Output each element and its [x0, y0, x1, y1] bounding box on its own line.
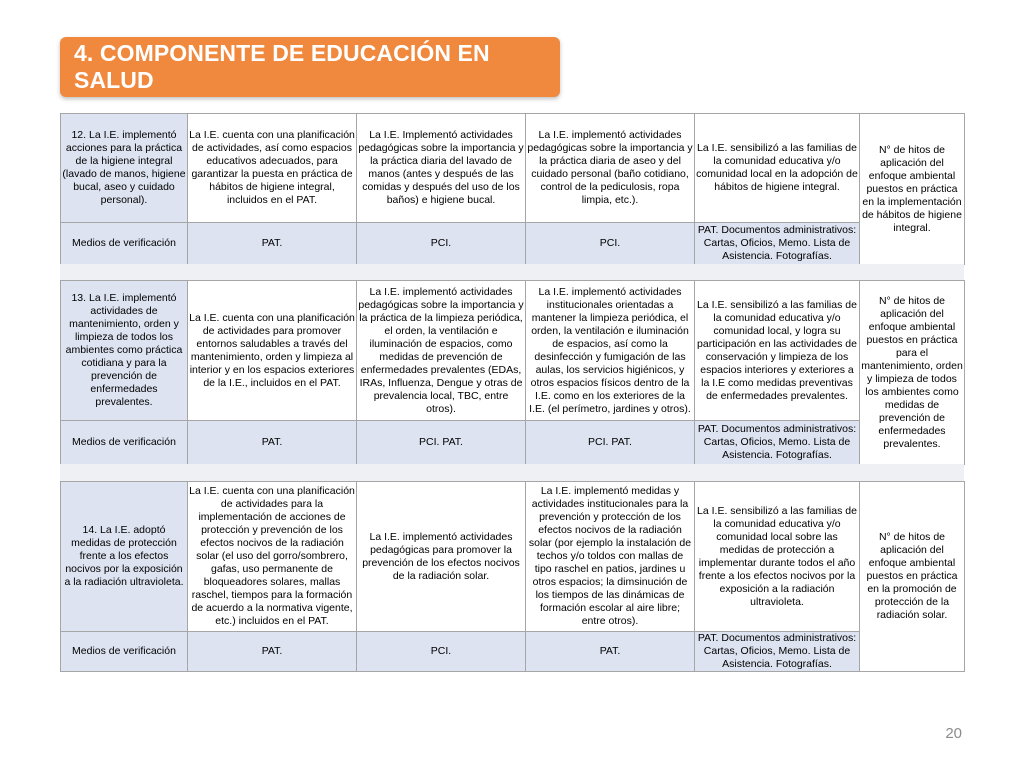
- criterion-table-13: [60, 280, 965, 465]
- verification-cell-3: PCI.: [526, 223, 695, 265]
- verification-label: Medios de verificación: [61, 632, 188, 672]
- page-number: 20: [945, 725, 962, 742]
- indicator-cell: N° de hitos de aplicación del enfoque ambiental puestos en práctica para el mantenimiento, orden y limpieza de todos los ambientes como medidas de prevención de enfermedades prevalentes.: [860, 281, 965, 465]
- criterion-cell: 13. La I.E. implementó actividades de mantenimiento, orden y limpieza de todos los ambientes como práctica cotidiana y para la prevención de enfermedades prevalentes.: [61, 281, 188, 421]
- indicator-cell: N° de hitos de aplicación del enfoque ambiental puestos en práctica en la promoción de protección de la radiación solar.: [860, 482, 965, 672]
- row-separator: [60, 264, 964, 280]
- section-title-banner: [60, 37, 560, 97]
- level-cell-3: La I.E. implementó actividades pedagógicas sobre la importancia y la práctica diaria de aseo y del cuidado personal (baño cotidiano, control de la pediculosis, ropa limpia, etc.).: [526, 114, 695, 223]
- level-cell-4: La I.E. sensibilizó a las familias de la comunidad educativa y/o comunidad local, y logra su participación en las actividades de conservación y limpieza de los espacios interiores y exteriores a la I.E como medidas preventivas de enfermedades prevalentes.: [695, 281, 860, 421]
- level-cell-4: La I.E. sensibilizó a las familias de la comunidad educativa y/o comunidad local sobre las medidas de protección a implementar durante todos el año frente a los efectos nocivos por la exposición a la radiación ultravioleta.: [695, 482, 860, 632]
- level-cell-2: La I.E. implementó actividades pedagógicas sobre la importancia y la práctica de la limpieza periódica, el orden, la ventilación e iluminación de espacios, como medidas de prevención de enfermedades prevalentes (EDAs, IRAs, Influenza, Dengue y otras de prevalencia local, TBC, entre otros).: [357, 281, 526, 421]
- verification-cell-1: PAT.: [188, 223, 357, 265]
- level-cell-3: La I.E. implementó actividades institucionales orientadas a mantener la limpieza periódica, el orden, la ventilación e iluminación de espacios, así como la desinfección y fumigación de las aulas, los servicios higiénicos, y otros espacios físicos dentro de la I.E. como en los exteriores de la I.E. (el perímetro, jardines y otros).: [526, 281, 695, 421]
- level-cell-1: La I.E. cuenta con una planificación de actividades para promover entornos saludables a través del mantenimiento, orden y limpieza al interior y en los espacios exteriores de la I.E., incluidos en el PAT.: [188, 281, 357, 421]
- verification-cell-4: PAT. Documentos administrativos: Cartas, Oficios, Memo. Lista de Asistencia. Fotografías.: [695, 421, 860, 465]
- table-row: [61, 421, 965, 465]
- verification-cell-4: PAT. Documentos administrativos: Cartas, Oficios, Memo. Lista de Asistencia. Fotografías.: [695, 632, 860, 672]
- level-cell-1: La I.E. cuenta con una planificación de actividades para la implementación de acciones de protección y prevención de los efectos nocivos de la radiación solar (el uso del gorro/sombrero, gafas, uso permanente de bloqueadores solares, mallas raschel, tiempos para la formación de acuerdo a la normativa vigente, etc.) incluidos en el PAT.: [188, 482, 357, 632]
- criterion-cell: 12. La I.E. implementó acciones para la práctica de la higiene integral (lavado de manos, higiene bucal, aseo y cuidado personal).: [61, 114, 188, 223]
- level-cell-4: La I.E. sensibilizó a las familias de la comunidad educativa y/o comunidad local en la adopción de hábitos de higiene integral.: [695, 114, 860, 223]
- verification-label: Medios de verificación: [61, 421, 188, 465]
- verification-cell-3: PAT.: [526, 632, 695, 672]
- criterion-cell: 14. La I.E. adoptó medidas de protección frente a los efectos nocivos por la exposición a la radiación ultravioleta.: [61, 482, 188, 632]
- row-separator: [60, 464, 964, 481]
- table-row: [61, 482, 965, 632]
- criterion-table-12: [60, 113, 965, 265]
- indicator-cell: N° de hitos de aplicación del enfoque ambiental puestos en práctica en la implementación de hábitos de higiene integral.: [860, 114, 965, 265]
- page-title: 4. COMPONENTE DE EDUCACIÓN EN SALUD: [74, 40, 490, 93]
- level-cell-3: La I.E. implementó medidas y actividades institucionales para la prevención y protección de los efectos nocivos de la radiación solar (por ejemplo la instalación de techos y/o toldos con mallas de tipo raschel en patios, jardines u otros espacios; la dimsinución de los tiempos de las dinámicas de formación escolar al aire libre; entre otros).: [526, 482, 695, 632]
- table-row: [61, 223, 965, 265]
- verification-cell-2: PCI.: [357, 632, 526, 672]
- verification-cell-2: PCI.: [357, 223, 526, 265]
- verification-cell-1: PAT.: [188, 632, 357, 672]
- verification-label: Medios de verificación: [61, 223, 188, 265]
- verification-cell-1: PAT.: [188, 421, 357, 465]
- table-row: [61, 632, 965, 672]
- level-cell-2: La I.E. Implementó actividades pedagógicas sobre la importancia y la práctica diaria del lavado de manos (antes y después de las comidas y después del uso de los baños) e higiene bucal.: [357, 114, 526, 223]
- verification-cell-3: PCI. PAT.: [526, 421, 695, 465]
- verification-cell-4: PAT. Documentos administrativos: Cartas, Oficios, Memo. Lista de Asistencia. Fotografías.: [695, 223, 860, 265]
- table-row: [61, 114, 965, 223]
- table-row: [61, 281, 965, 421]
- verification-cell-2: PCI. PAT.: [357, 421, 526, 465]
- criterion-table-14: [60, 481, 965, 672]
- level-cell-1: La I.E. cuenta con una planificación de actividades, así como espacios educativos adecuados, para garantizar la puesta en práctica de hábitos de higiene integral, incluidos en el PAT.: [188, 114, 357, 223]
- level-cell-2: La I.E. implementó actividades pedagógicas para promover la prevención de los efectos nocivos de la radiación solar.: [357, 482, 526, 632]
